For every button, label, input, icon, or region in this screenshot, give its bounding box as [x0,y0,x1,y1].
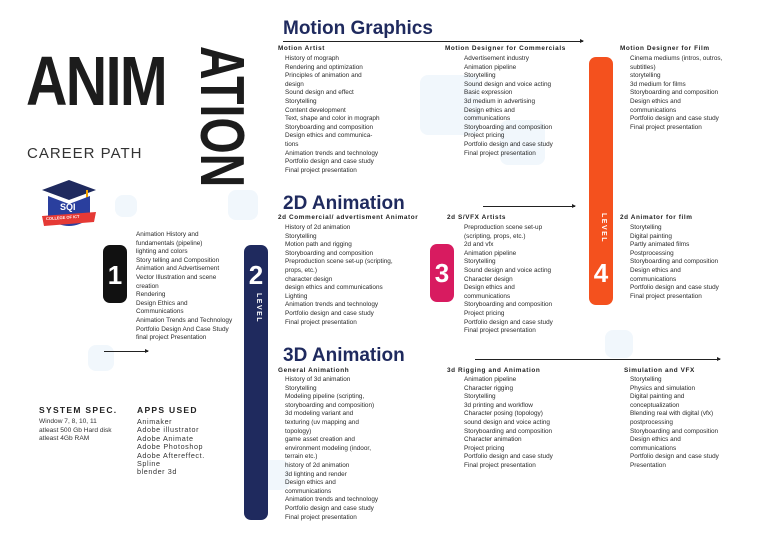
bg-shape [605,330,633,358]
list-item: Animation History and fundamentals (pipeline) [136,231,203,247]
column-heading: 2d S/VFX Artists [447,214,507,221]
list-item: Final project presentation [464,461,536,469]
list-item: Story telling and Composition [136,256,220,264]
2d-commercial-list [285,224,435,327]
list-item: Sound design and voice acting [464,80,552,88]
list-item: blender 3d [137,467,177,477]
list-item: Animation Trends and Technology [136,316,233,324]
list-item: Design ethics and communications [630,97,681,114]
list-item: Portfolio design and case study [285,158,374,166]
column-heading: Motion Designer for Commercials [445,45,566,52]
list-item: Adobe Aftereffect. [137,450,205,460]
list-item: Digital painting and conceptualization [630,393,685,409]
level-1-list [136,231,246,343]
list-item: Storytelling [464,258,496,266]
list-item: Storyboarding and composition [285,249,374,257]
system-spec-list [39,418,134,444]
list-item: Portfolio design and case study [464,140,553,148]
list-item: Storytelling [630,224,662,231]
college-logo [38,178,100,236]
list-item: Design ethics and communications [464,284,515,300]
motion-commercials-list [464,55,589,158]
list-item: sound design and voice acting [464,418,550,426]
3d-simulation-list [630,376,762,471]
logo-text: SQI [60,202,76,212]
list-item: Animaker [137,417,173,426]
level-4-number: 4 [593,258,609,288]
level-2-label: LEVEL [255,293,262,324]
list-item: Partly animated films [630,241,690,249]
list-item: Presentation [630,461,666,469]
level-2-number: 2 [248,260,264,290]
poster-title-anim: ANIM [26,42,167,120]
list-item: Advertisement industry [464,55,529,62]
list-item: Cinema mediums (intros, outros, subtitles) [630,55,723,71]
poster-title-ation-wrap [160,46,256,188]
list-item: Spline [137,459,161,469]
column-heading: Motion Artist [278,45,325,52]
list-item: Character posing (topology) [464,410,543,418]
list-item: Storytelling [285,97,317,105]
logo-ribbon-text: COLLEGE OF ICT [45,213,80,222]
list-item: Storyboarding and composition [285,123,374,131]
list-item: Animation trends and technology [285,149,379,157]
apps-used-list [137,418,237,477]
column-heading: 2d Commercial/ advertisment Animator [278,214,419,221]
list-item: Adobe Photoshop [137,442,204,452]
list-item: Portfolio Design And Case Study [136,325,229,333]
list-item: Digital painting [630,232,672,240]
list-item: atleast 500 Gb Hard disk [39,426,112,434]
list-item: postprocessing [630,418,673,426]
list-item: 3d medium in advertising [464,97,536,105]
list-item: Storytelling [630,376,662,383]
list-item: Storyboarding and composition [464,427,553,435]
list-item: Adobe illustrator [137,425,200,435]
list-item: final project Presentation [136,334,207,342]
list-item: Design ethics and communica- tions [285,132,373,148]
list-item: Blending real with digital (vfx) [630,410,714,418]
list-item: Vector Illustration and scene creation [136,273,217,290]
list-item: history of 2d animation [285,461,350,469]
list-item: History of 3d animation [285,376,351,383]
list-item: Storytelling [464,393,496,401]
list-item: Principles of animation and design [285,72,362,88]
list-item: Modeling pipeline (scripting, storyboarding and composition) [285,393,375,409]
list-item: Basic expression [464,89,513,97]
list-item: Portfolio design and case study [285,504,374,512]
list-item: Storyboarding and composition [464,301,553,309]
list-item: lighting and colors [136,248,188,256]
arrow-line [283,41,583,42]
list-item: Portfolio design and case study [464,318,553,326]
list-item: design ethics and communications [285,284,383,292]
list-item: Design Ethics and Communications [136,299,188,316]
2d-film-list [630,224,762,301]
list-item: Animation trends and technology [285,496,379,504]
arrow-line [483,206,575,207]
list-item: Animation trends and technology [285,301,379,309]
list-item: Final project presentation [285,166,357,174]
list-item: 3d medium for films [630,80,686,88]
list-item: Animation pipeline [464,249,517,257]
list-item: Project pricing [464,309,505,317]
list-item: Final project presentation [285,513,357,521]
list-item: Design ethics and communications [285,479,336,495]
list-item: Rendering and optimization [285,63,363,71]
column-heading: 3d Rigging and Animation [447,367,541,374]
list-item: Content development [285,106,346,114]
list-item: Preproduction scene set-up (scripting, props, etc.) [464,224,543,240]
list-item: Physics and simulation [630,384,696,392]
list-item: Postprocessing [630,249,674,257]
list-item: Project pricing [464,444,505,452]
list-item: Project pricing [464,132,505,140]
level-4-label: LEVEL [600,213,607,244]
list-item: Final project presentation [630,123,702,131]
3d-general-list [285,376,435,522]
arrow-line [475,359,720,360]
level-3-number: 3 [434,258,450,288]
list-item: Character design [464,275,513,283]
list-item: Text, shape and color in mograph [285,115,380,123]
bg-shape [115,195,137,217]
list-item: Adobe Animate [137,433,194,443]
column-heading: Motion Designer for Film [620,45,710,52]
list-item: Storytelling [285,232,317,240]
list-item: Character rigging [464,384,514,392]
list-item: game asset creation and environment modeling (indoor, terrain etc.) [285,436,371,461]
list-item: Storyboarding and composition [630,258,719,266]
list-item: Portfolio design and case study [285,309,374,317]
system-spec-heading: SYSTEM SPEC. [39,405,118,415]
list-item: Design ethics and communications [464,106,515,123]
list-item: Portfolio design and case study [464,453,553,461]
section-title-motion-graphics: Motion Graphics [283,18,433,39]
list-item: Animation pipeline [464,376,517,383]
poster-subtitle: CAREER PATH [27,145,143,162]
list-item: 2d and vfx [464,241,494,249]
apps-used-heading: APPS USED [137,405,198,415]
list-item: Final project presentation [285,318,357,326]
list-item: Storyboarding and composition [464,123,553,131]
list-item: Preproduction scene set-up (scripting, props, etc.) [285,258,393,274]
list-item: Motion path and rigging [285,241,352,249]
list-item: Final project presentation [630,292,702,300]
list-item: atleast 4Gb RAM [39,435,90,443]
section-title-2d-animation: 2D Animation [283,193,405,214]
list-item: Portfolio design and case study [630,115,719,123]
list-item: Character animation [464,436,522,444]
list-item: Design ethics and communications [630,266,681,283]
list-item: Design ethics and communications [630,436,681,452]
list-item: 3d lighting and render [285,470,347,478]
2d-svfx-list [464,224,589,336]
list-item: storytelling [630,72,661,80]
column-heading: Simulation and VFX [624,367,695,374]
list-item: Storytelling [464,72,496,80]
bg-shape [88,345,114,371]
column-heading: 2d Animator for film [620,214,693,221]
list-item: Final project presentation [464,149,536,157]
3d-rigging-list [464,376,589,471]
list-item: Animation and Advertisement [136,265,220,273]
list-item: Storyboarding and composition [630,89,719,97]
level-1-number: 1 [107,260,123,290]
list-item: Storyboarding and composition [630,427,719,435]
list-item: 3d modeling variant and texturing (uv mapping and topology) [285,410,359,435]
list-item: Animation pipeline [464,63,517,71]
list-item: 3d printing and workflow [464,401,533,409]
list-item: Window 7, 8, 10, 11 [39,418,97,425]
motion-artist-list [285,55,435,175]
list-item: Final project presentation [464,327,536,335]
arrow-line [104,351,148,352]
list-item: Sound design and effect [285,89,354,97]
list-item: History of mograph [285,55,339,62]
list-item: Storytelling [285,384,317,392]
motion-film-list [630,55,762,132]
list-item: Sound design and voice acting [464,266,552,274]
column-heading: General Animationh [278,367,350,374]
list-item: Lighting [285,292,308,300]
poster-title-ation: ATION [187,46,256,188]
section-title-3d-animation: 3D Animation [283,345,405,366]
list-item: Portfolio design and case study [630,453,719,461]
list-item: character design [285,275,333,283]
list-item: Portfolio design and case study [630,284,719,292]
bg-shape [228,190,258,220]
list-item: Rendering [136,291,166,299]
list-item: History of 2d animation [285,224,351,231]
